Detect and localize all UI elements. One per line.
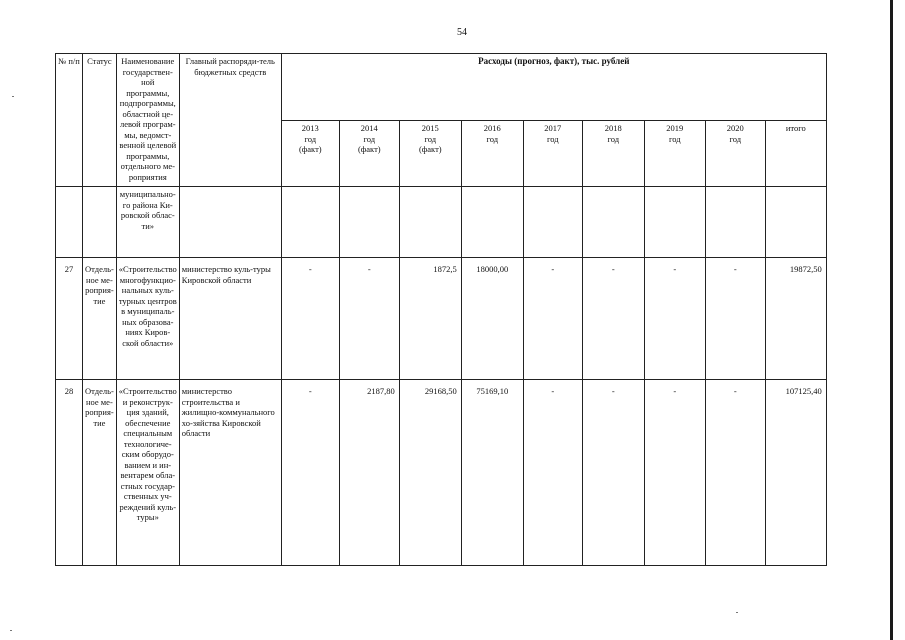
row-num: 27 xyxy=(56,258,83,380)
continuation-name: муниципально-го района Ки-ровской облас-ти» xyxy=(116,187,179,258)
row-name: «Строительство и реконструк-ция зданий, обеспечение специальным технологиче-ским оборудо-ванием и ин-вентарем обла-стных государ-ственных уч-реждений куль-туры» xyxy=(116,380,179,566)
header-year-2016: 2016 год xyxy=(461,121,523,187)
row-value-2018: - xyxy=(582,258,644,380)
header-year-2019: 2019 год xyxy=(644,121,705,187)
scan-speck xyxy=(736,612,738,613)
row-value-2013: - xyxy=(281,258,339,380)
header-status: Статус xyxy=(83,54,117,187)
row-value-2020: - xyxy=(705,380,765,566)
header-name: Наименование государствен-ной программы, подпрограммы, областной це-левой програм-мы, ведомст-венной целевой программы, отдельного ме-роприятия xyxy=(116,54,179,187)
row-value-2016: 18000,00 xyxy=(461,258,523,380)
row-value-2019: - xyxy=(644,380,705,566)
row-value-2020: - xyxy=(705,258,765,380)
header-expenses-title: Расходы (прогноз, факт), тыс. рублей xyxy=(281,54,826,121)
row-value-2019: - xyxy=(644,258,705,380)
row-status: Отдель-ное ме-роприя-тие xyxy=(83,380,117,566)
header-total: итого xyxy=(765,121,826,187)
row-value-2015: 29168,50 xyxy=(399,380,461,566)
header-year-2014: 2014 год (факт) xyxy=(339,121,399,187)
scan-edge-rule xyxy=(890,0,893,640)
row-value-2013: - xyxy=(281,380,339,566)
header-year-2013: 2013 год (факт) xyxy=(281,121,339,187)
scan-speck xyxy=(10,630,12,631)
row-value-2014: 2187,80 xyxy=(339,380,399,566)
row-value-2016: 75169,10 xyxy=(461,380,523,566)
row-total: 19872,50 xyxy=(765,258,826,380)
table-row xyxy=(56,258,827,380)
row-manager: министерство куль-туры Кировской области xyxy=(179,258,281,380)
header-manager: Главный распоряди-тель бюджетных средств xyxy=(179,54,281,187)
header-year-2018: 2018 год xyxy=(582,121,644,187)
budget-table xyxy=(55,53,827,566)
row-num: 28 xyxy=(56,380,83,566)
header-year-2015: 2015 год (факт) xyxy=(399,121,461,187)
row-value-2018: - xyxy=(582,380,644,566)
row-status: Отдель-ное ме-роприя-тие xyxy=(83,258,117,380)
row-value-2015: 1872,5 xyxy=(399,258,461,380)
header-year-2020: 2020 год xyxy=(705,121,765,187)
row-value-2014: - xyxy=(339,258,399,380)
scan-speck xyxy=(12,96,14,97)
header-num: № п/п xyxy=(56,54,83,187)
header-year-2017: 2017 год xyxy=(523,121,582,187)
row-manager: министерство строительства и жилищно-коммунального хо-зяйства Кировской области xyxy=(179,380,281,566)
row-value-2017: - xyxy=(523,380,582,566)
page-number: 54 xyxy=(457,27,467,38)
row-name: «Строительство многофункцио-нальных куль-турных центров в муниципаль-ных образова-ниях Киров-ской области» xyxy=(116,258,179,380)
row-value-2017: - xyxy=(523,258,582,380)
row-total: 107125,40 xyxy=(765,380,826,566)
continuation-row xyxy=(56,187,827,258)
header-row xyxy=(56,54,827,121)
table-row xyxy=(56,380,827,566)
